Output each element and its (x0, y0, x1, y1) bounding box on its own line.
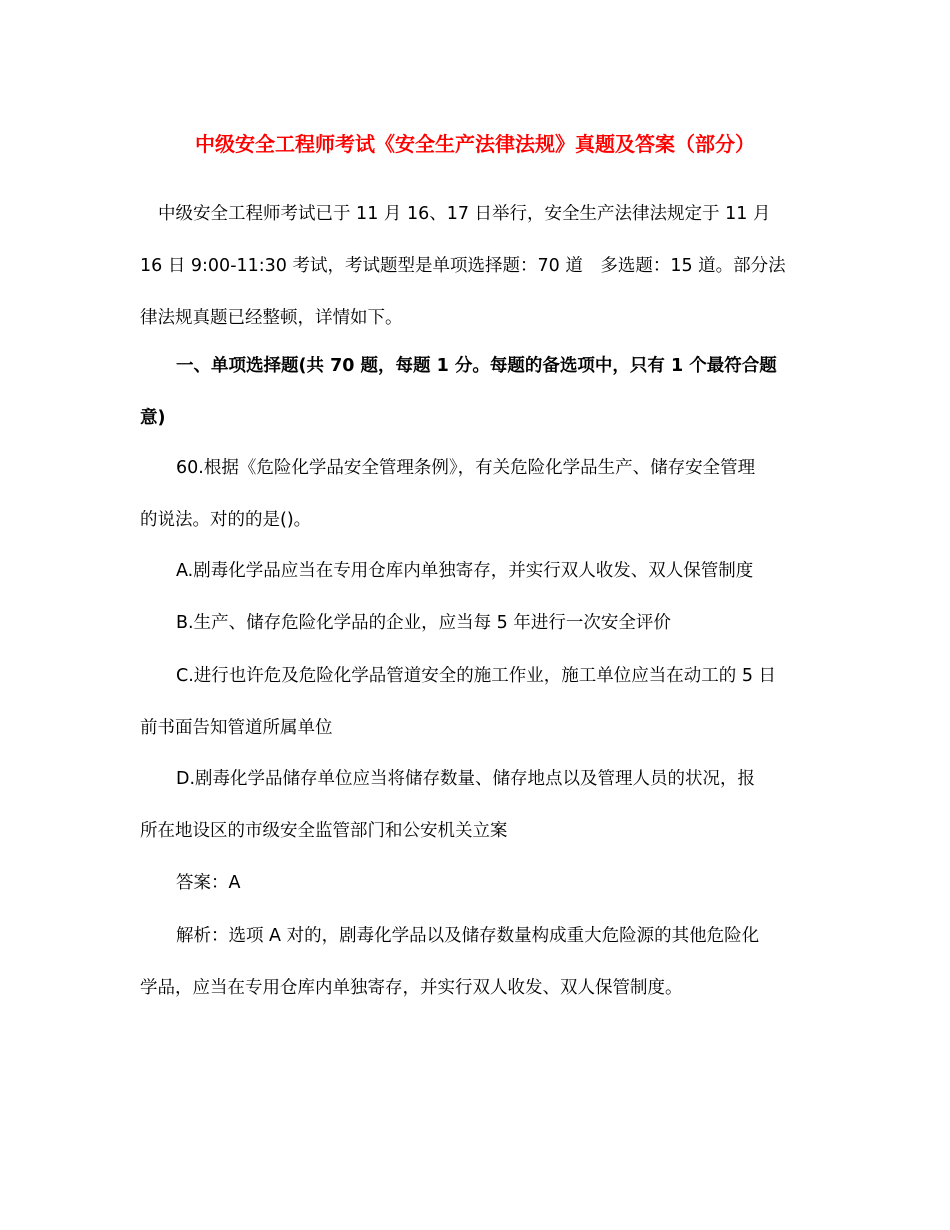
option-c-line-2: 前书面告知管道所属单位 (140, 718, 333, 738)
option-a (140, 545, 810, 597)
answer (140, 857, 810, 909)
analysis (140, 910, 810, 1014)
option-d-line-2: 所在地设区的市级安全监管部门和公安机关立案 (140, 821, 508, 841)
analysis-line-2: 学品，应当在专用仓库内单独寄存，并实行双人收发、双人保管制度。 (140, 978, 683, 998)
option-b-text: B.生产、储存危险化学品的企业，应当每 5 年进行一次安全评价 (176, 613, 671, 633)
answer-text: 答案：A (176, 873, 241, 893)
option-d (140, 753, 810, 857)
question-line-2: 的说法。对的的是()。 (140, 510, 312, 530)
intro-line-1: 中级安全工程师考试已于 11 月 16、17 日举行，安全生产法律法规定于 11 月 (158, 204, 771, 224)
question-line-1: 60.根据《危险化学品安全管理条例》，有关危险化学品生产、储存安全管理 (176, 458, 756, 478)
document-title: 中级安全工程师考试《安全生产法律法规》真题及答案（部分） (195, 132, 755, 156)
option-b (140, 597, 810, 649)
section-heading (140, 340, 810, 444)
intro-line-3: 律法规真题已经整顿，详情如下。 (140, 308, 403, 328)
option-c-line-1: C.进行也许危及危险化学品管道安全的施工作业，施工单位应当在动工的 5 日 (176, 666, 777, 686)
section-heading-line-1: 一、单项选择题(共 70 题，每题 1 分。每题的备选项中，只有 1 个最符合题 (176, 356, 777, 376)
question-stem (140, 442, 810, 546)
intro-paragraph (140, 188, 810, 344)
analysis-line-1: 解析：选项 A 对的，剧毒化学品以及储存数量构成重大危险源的其他危险化 (176, 926, 760, 946)
section-heading-line-2: 意) (140, 408, 166, 428)
option-a-text: A.剧毒化学品应当在专用仓库内单独寄存，并实行双人收发、双人保管制度 (176, 561, 754, 581)
intro-line-2: 16 日 9:00-11:30 考试，考试题型是单项选择题：70 道 多选题：15 道。部分法 (140, 256, 786, 276)
option-d-line-1: D.剧毒化学品储存单位应当将储存数量、储存地点以及管理人员的状况，报 (176, 769, 756, 789)
option-c (140, 650, 810, 754)
